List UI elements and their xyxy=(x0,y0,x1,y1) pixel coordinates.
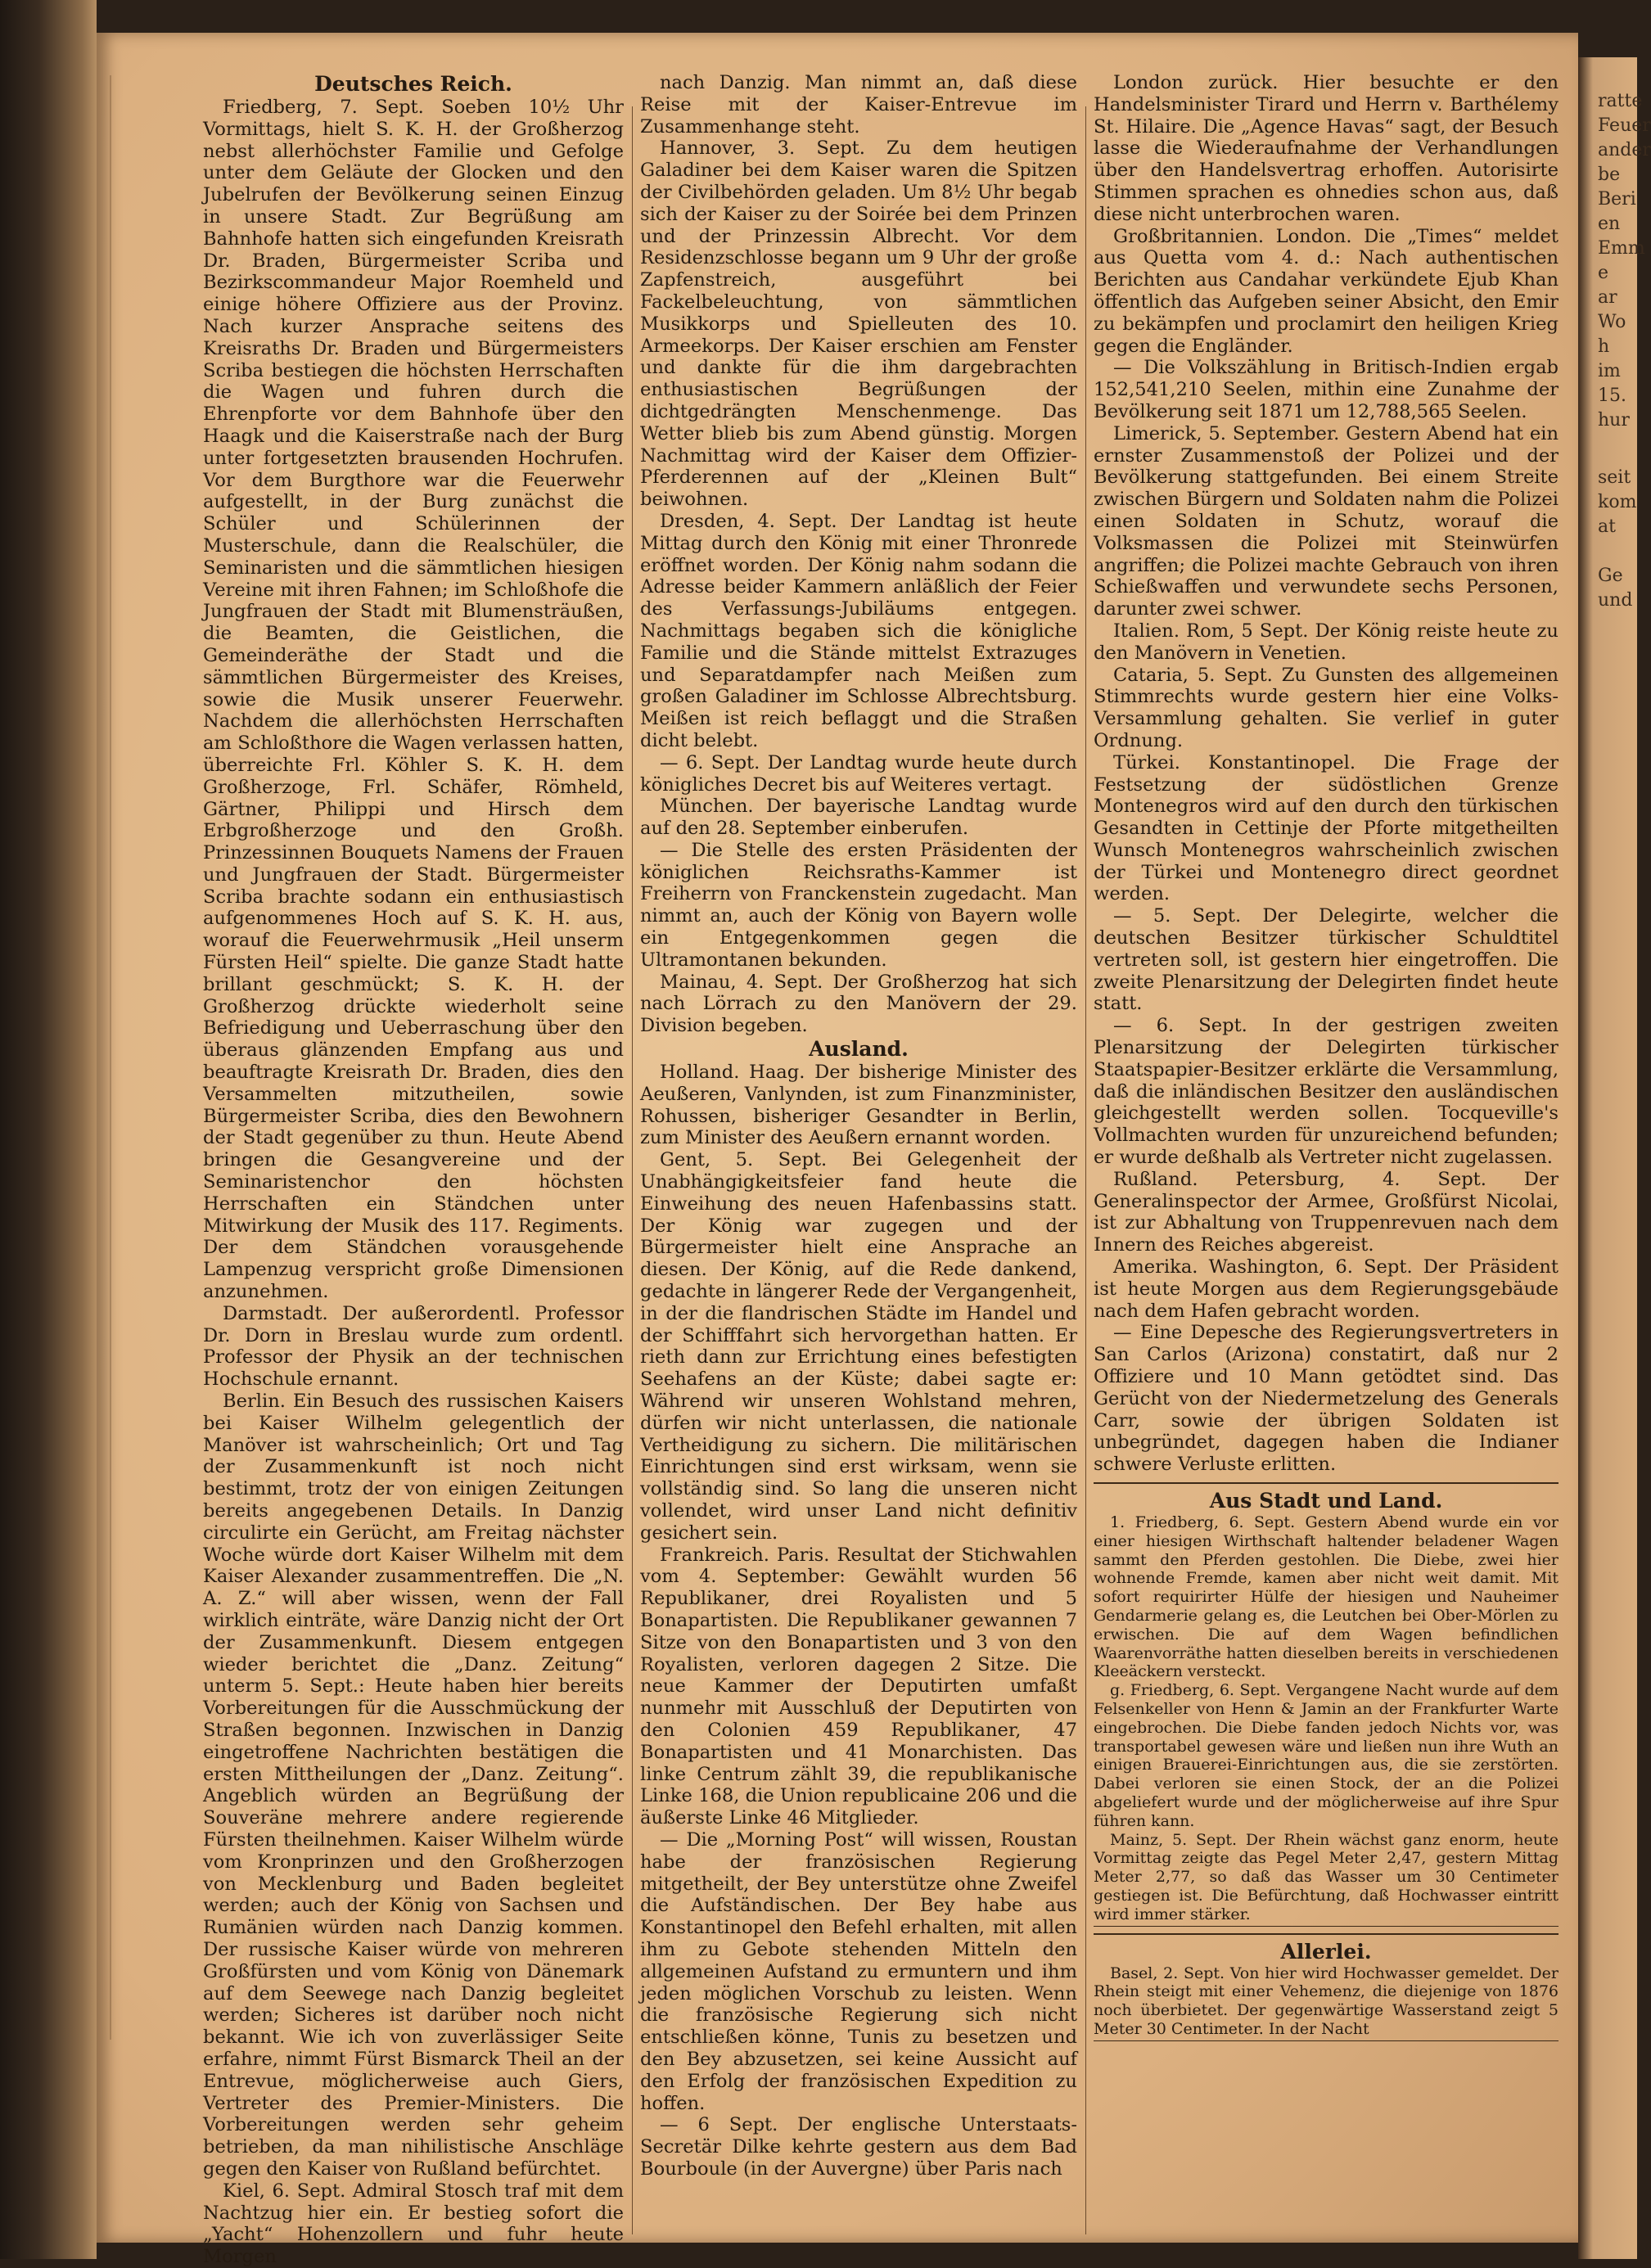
article-paragraph: Darmstadt. Der außerordentl. Professor Dr. Dorn in Breslau wurde zum ordentl. Professor der Physik an der technischen Hochschule ernannt. xyxy=(203,1302,624,1391)
next-page-fragment: hur xyxy=(1598,410,1630,431)
column-3 xyxy=(1094,72,1559,2041)
section-heading-ausland: Ausland. xyxy=(809,1037,909,1062)
column-rule xyxy=(632,106,633,2234)
article-paragraph: Mainau, 4. Sept. Der Großherzog hat sich nach Lörrach zu den Manövern der 29. Division begeben. xyxy=(640,971,1077,1037)
next-page-fragment: Wo xyxy=(1598,312,1626,332)
article-paragraph: Cataria, 5. Sept. Zu Gunsten des allgemeinen Stimmrechts wurde gestern hier eine Volks-Versammlung gehalten. Sie verlief in guter Ordnung. xyxy=(1094,664,1559,751)
local-news-section xyxy=(1094,1482,1559,1927)
section-heading-allerlei: Allerlei. xyxy=(1280,1939,1372,1964)
section-heading-deutsches-reich: Deutsches Reich. xyxy=(314,72,512,96)
column-1 xyxy=(203,72,624,2268)
article-paragraph: Limerick, 5. September. Gestern Abend hat ein ernster Zusammenstoß der Polizei und der Bevölkerung stattgefunden. Bei einem Streite zwischen Bürgern und Soldaten nahm die Polizei einen Soldaten in Schutz, worauf die Volksmassen die Polizei mit Steinwürfen angriffen; die Polizei machte Gebrauch von ihren Schießwaffen und verwundete sechs Personen, darunter zwei schwer. xyxy=(1094,422,1559,620)
article-paragraph: Holland. Haag. Der bisherige Minister des Aeußeren, Vanlynden, ist zum Finanzminister, Rohussen, bisheriger Gesandter in Berlin, zum Minister des Aeußern ernannt worden. xyxy=(640,1062,1077,1149)
next-page-edge xyxy=(1578,57,1651,2259)
article-paragraph: — 6. Sept. Der Landtag wurde heute durch königliches Decret bis auf Weiteres vertagt. xyxy=(640,751,1077,796)
next-page-fragment: 15. xyxy=(1598,386,1626,406)
next-page-fragment: en xyxy=(1598,214,1621,234)
next-page-fragment: ratte xyxy=(1598,91,1643,111)
next-page-fragment: Ge xyxy=(1598,566,1623,586)
article-paragraph: Italien. Rom, 5 Sept. Der König reiste heute zu den Manövern in Venetien. xyxy=(1094,620,1559,664)
article-paragraph: München. Der bayerische Landtag wurde auf den 28. September einberufen. xyxy=(640,796,1077,840)
next-page-fragment: e xyxy=(1598,263,1609,283)
article-paragraph: — 6. Sept. In der gestrigen zweiten Plenarsitzung der Delegirten türkischer Staatspapier-Besitzer erklärte die Versammlung, daß die inländischen Besitzer den ausländischen gleichgestellt werden sollen. Tocqueville's Vollmachten wurden für unzureichend befunden; er wurde deßhalb als Vertreter nicht zugelassen. xyxy=(1094,1015,1559,1169)
article-paragraph: Berlin. Ein Besuch des russischen Kaisers bei Kaiser Wilhelm gelegentlich der Manöver ist wahrscheinlich; Ort und Tag der Zusammenkunft ist noch nicht bestimmt, trotz der von einigen Zeitungen bereits angegebenen Details. In Danzig circulirte ein Gerücht, am Freitag nächster Woche würde dort Kaiser Wilhelm mit dem Kaiser Alexander zusammentreffen. Die „N. A. Z.“ will aber wissen, wenn der Fall wirklich einträte, wäre Danzig nicht der Ort der Zusammenkunft. Diesem entgegen wieder berichtet die „Danz. Zeitung“ unterm 5. Sept.: Heute haben hier bereits Vorbereitungen für die Ausschmückung der Straßen begonnen. Inzwischen in Danzig eingetroffene Nachrichten bestätigen die ersten Mittheilungen der „Danz. Zeitung“. Angeblich würden an Begrüßung der Souveräne mehrere andere regierende Fürsten theilnehmen. Kaiser Wilhelm würde vom Kronprinzen und den Großherzogen von Mecklenburg und Baden begleitet werden; auch der König von Sachsen und Rumänien würden nach Danzig kommen. Der russische Kaiser würde von mehreren Großfürsten und vom König von Dänemark auf dem Seewege nach Danzig begleitet werden; Sicheres ist darüber noch nicht bekannt. Wie ich von zuverlässiger Seite erfahre, nimmt Fürst Bismarck Theil an der Entrevue, möglicherweise auch Giers, Vertreter des Premier-Ministers. Die Vorbereitungen werden sehr geheim betrieben, da man nihilistische Anschläge gegen den Kaiser von Rußland befürchtet. xyxy=(203,1391,624,2180)
article-paragraph: Friedberg, 7. Sept. Soeben 10½ Uhr Vormittags, hielt S. K. H. der Großherzog nebst allerhöchster Familie und Gefolge unter dem Geläute der Glocken und den Jubelrufen der Bevölkerung seinen Einzug in unsere Stadt. Zur Begrüßung am Bahnhofe hatten sich eingefunden Kreisrath Dr. Braden, Bürgermeister Scriba und Bezirkscommandeur Major Roemheld und einige höhere Offiziere aus der Provinz. Nach kurzer Ansprache seitens des Kreisraths Dr. Braden und Bürgermeisters Scriba bestiegen die höchsten Herrschaften die Wagen und fuhren durch die Ehrenpforte vor dem Bahnhofe über den Haagk und die Kaiserstraße nach der Burg unter fortgesetzten brausenden Hochrufen. Vor dem Burgthore war die Feuerwehr aufgestellt, in der Burg zunächst die Schüler und Schülerinnen der Musterschule, dann die Realschüler, die Seminaristen und die sämmtlichen hiesigen Vereine mit ihren Fahnen; im Schloßhofe die Jungfrauen der Stadt mit Blumensträußen, die Beamten, die Geistlichen, die Gemeinderäthe der Stadt und die sämmtlichen Bürgermeister des Kreises, sowie die Musik unserer Feuerwehr. Nachdem die allerhöchsten Herrschaften am Schloßthore die Wagen verlassen hatten, überreichte Frl. Köhler S. K. H. dem Großherzoge, Frl. Schäfer, Römheld, Gärtner, Philippi und Hirsch dem Erbgroßherzoge und den Großh. Prinzessinnen Bouquets Namens der Frauen und Jungfrauen der Stadt. Bürgermeister Scriba brachte sodann ein enthusiastisch aufgenommenes Hoch auf S. K. H. aus, worauf die Feuerwehrmusik „Heil unserm Fürsten Heil“ spielte. Die ganze Stadt hatte brillant geschmückt; S. K. H. der Großherzog drückte wiederholt seine Befriedigung und Ueberraschung über den überaus glänzenden Empfang aus und beauftragte Kreisrath Dr. Braden, dies den Versammelten mitzutheilen, sowie Bürgermeister Scriba, dies den Bewohnern der Stadt gegenüber zu thun. Heute Abend bringen die Gesangvereine und der Seminaristenchor den höchsten Herrschaften ein Ständchen unter Mitwirkung der Musik des 117. Regiments. Der dem Ständchen vorausgehende Lampenzug verspricht große Dimensionen anzunehmen. xyxy=(203,97,624,1303)
misc-paragraph: Basel, 2. Sept. Von hier wird Hochwasser gemeldet. Der Rhein steigt mit einer Vehemenz, die diejenige von 1876 noch überbietet. Der gegenwärtige Wasserstand zeigt 5 Meter 30 Centimeter. In der Nacht xyxy=(1094,1964,1559,2038)
local-news-paragraph: g. Friedberg, 6. Sept. Vergangene Nacht wurde auf dem Felsenkeller von Henn & Jamin an der Frankfurter Warte eingebrochen. Die Diebe fanden jedoch Nichts vor, was transportabel gewesen wäre und ließen nun ihre Wuth an einigen Brauerei-Einrichtungen aus, die sie zerstörten. Dabei verloren sie einen Stock, der an die Polizei abgeliefert wurde und der möglicherweise auf ihre Spur führen kann. xyxy=(1094,1681,1559,1830)
article-paragraph: — 6 Sept. Der englische Unterstaats-Secretär Dilke kehrte gestern aus dem Bad Bourboule (in der Auvergne) über Paris nach xyxy=(640,2114,1077,2180)
article-paragraph: Hannover, 3. Sept. Zu dem heutigen Galadiner bei dem Kaiser waren die Spitzen der Civilbehörden geladen. Um 8½ Uhr begab sich der Kaiser zu der Soirée bei dem Prinzen und der Prinzessin Albrecht. Vor dem Residenzschlosse begann um 9 Uhr der große Zapfenstreich, ausgeführt bei Fackelbeleuchtung, von sämmtlichen Musikkorps und Spielleuten des 10. Armeekorps. Der Kaiser erschien am Fenster und dankte für die ihm dargebrachten enthusiastischen Begrüßungen der dichtgedrängten Menschenmenge. Das Wetter blieb bis zum Abend günstig. Morgen Nachmittag wird der Kaiser dem Offizier-Pferderennen auf der „Kleinen Bult“ beiwohnen. xyxy=(640,138,1077,511)
article-paragraph: Frankreich. Paris. Resultat der Stichwahlen vom 4. September: Gewählt wurden 56 Republikaner, drei Royalisten und 5 Bonapartisten. Die Republikaner gewannen 7 Sitze von den Bonapartisten und 3 von den Royalisten, verloren dagegen 2 Sitze. Die neue Kammer der Deputirten umfaßt nunmehr mit Ausschluß der Deputirten von den Colonien 459 Republikaner, 47 Bonapartisten und 41 Monarchisten. Das linke Centrum zählt 39, die republikanische Linke 168, die Union republicaine 206 und die äußerste Linke 46 Mitglieder. xyxy=(640,1544,1077,1829)
next-page-fragment: h xyxy=(1598,336,1610,357)
next-page-fragment: be xyxy=(1598,165,1621,185)
local-news-paragraph: Mainz, 5. Sept. Der Rhein wächst ganz enorm, heute Vormittag zeigte das Pegel Meter 2,47, gestern Mittag Meter 2,77, so daß das Wasser um 30 Centimeter gestiegen ist. Die Befürchtung, daß Hochwasser eintritt wird immer stärker. xyxy=(1094,1830,1559,1923)
next-page-fragment: seit xyxy=(1598,467,1631,488)
article-paragraph: Amerika. Washington, 6. Sept. Der Präsident ist heute Morgen aus dem Regierungsgebäude nach dem Hafen gebracht worden. xyxy=(1094,1256,1559,1322)
misc-section xyxy=(1094,1933,1559,2041)
article-paragraph: — Die „Morning Post“ will wissen, Roustan habe der französischen Regierung mitgetheilt, der Bey unterstütze ohne Zweifel die Aufständischen. Der Bey habe aus Konstantinopel den Befehl erhalten, mit allen ihm zu Gebote stehenden Mitteln den allgemeinen Aufstand zu ermuntern und ihm jeden möglichen Vorschub zu leisten. Wenn die französische Regierung sich nicht entschließen könne, Tunis zu besetzen und den Bey abzusetzen, sei keine Aussicht auf den Erfolg der französischen Expedition zu hoffen. xyxy=(640,1828,1077,2114)
next-page-fragment: Beri xyxy=(1598,189,1636,210)
article-paragraph: — Eine Depesche des Regierungsvertreters in San Carlos (Arizona) constatirt, daß nur 2 Offiziere und 10 Mann getödtet sind. Das Gerücht von der Niedermetzelung des Generals Carr, sowie der übrigen Soldaten ist unbegründet, dagegen haben die Indianer schwere Verluste erlitten. xyxy=(1094,1322,1559,1476)
next-page-fragment: ar xyxy=(1598,287,1617,308)
article-paragraph: Gent, 5. Sept. Bei Gelegenheit der Unabhängigkeitsfeier fand heute die Einweihung des neuen Hafenbassins statt. Der König war zugegen und der Bürgermeister hielt eine Ansprache an diesen. Der König, auf die Rede dankend, gedachte in längerer Rede der Vergangenheit, in der die flandrischen Städte im Handel und der Schifffahrt sich hervorgethan hatten. Er rieth dann zur Errichtung eines befestigten Seehafens an der Küste; dabei sagte er: Während wir unseren Wohlstand mehren, dürfen wir nicht unterlassen, die nationale Vertheidigung zu sichern. Die militärischen Einrichtungen sind erst wirksam, wenn sie vollständig sind. So lang die unseren nicht vollendet, wird unser Land nicht definitiv gesichert sein. xyxy=(640,1149,1077,1544)
article-paragraph: — 5. Sept. Der Delegirte, welcher die deutschen Besitzer türkischer Schuldtitel vertreten soll, ist gestern hier eingetroffen. Die zweite Plenarsitzung der Delegirten findet heute statt. xyxy=(1094,905,1559,1015)
next-page-fragment: Feuer xyxy=(1598,115,1651,136)
column-rule xyxy=(1085,106,1086,2234)
article-paragraph: Rußland. Petersburg, 4. Sept. Der Generalinspector der Armee, Großfürst Nicolai, ist zur Abhaltung von Truppenrevuen nach dem Innern des Reiches abgereist. xyxy=(1094,1168,1559,1256)
article-paragraph: London zurück. Hier besuchte er den Handelsminister Tirard und Herrn v. Barthélemy St. Hilaire. Die „Agence Havas“ sagt, der Besuch lasse die Wiederaufnahme der Verhandlungen über den Handelsvertrag erhoffen. Autorisirte Stimmen sprachen es ohnedies schon aus, daß diese nicht unterbrochen waren. xyxy=(1094,72,1559,225)
article-paragraph: Großbritannien. London. Die „Times“ meldet aus Quetta vom 4. d.: Nach authentischen Berichten aus Candahar verkündete Ejub Khan öffentlich das Aufgeben seiner Absicht, den Emir zu bekämpfen und proclamirt den heiligen Krieg gegen die Engländer. xyxy=(1094,225,1559,357)
article-paragraph: — Die Volkszählung in Britisch-Indien ergab 152,541,210 Seelen, mithin eine Zunahme der Bevölkerung seit 1871 um 12,788,565 Seelen. xyxy=(1094,357,1559,422)
article-paragraph: Dresden, 4. Sept. Der Landtag ist heute Mittag durch den König mit einer Thronrede eröffnet worden. Der König nahm sodann die Adresse beider Kammern anläßlich der Feier des Verfassungs-Jubiläums entgegen. Nachmittags begaben sich die königliche Familie und die Stände mittelst Extrazuges und Separatdampfer nach Meißen zum großen Galadiner im Schlosse Albrechtsburg. Meißen ist reich beflaggt und die Straßen dicht belebt. xyxy=(640,510,1077,751)
next-page-fragment: ander xyxy=(1598,140,1651,160)
article-paragraph: Kiel, 6. Sept. Admiral Stosch traf mit dem Nachtzug hier ein. Er bestieg sofort die „Yacht“ Hohenzollern und fuhr heute Morgen xyxy=(203,2180,624,2268)
local-news-paragraph: 1. Friedberg, 6. Sept. Gestern Abend wurde ein vor einer hiesigen Wirthschaft haltender beladener Wagen sammt den Pferden gestohlen. Die Diebe, zwei hier wohnende Fremde, kamen aber nicht weit damit. Mit sofort requirirter Hülfe der hiesigen und Nauheimer Gendarmerie gelang es, die Leutchen bei Ober-Mörlen zu erwischen. Die auf dem Wagen befindlichen Waarenvorräthe hatten dieselben bereits in verschiedenen Kleeäckern versteckt. xyxy=(1094,1513,1559,1681)
article-paragraph: nach Danzig. Man nimmt an, daß diese Reise mit der Kaiser-Entrevue im Zusammenhange steht. xyxy=(640,72,1077,138)
article-paragraph: Türkei. Konstantinopel. Die Frage der Festsetzung der südöstlichen Grenze Montenegros wird auf den durch den türkischen Gesandten in Cettinje der Pforte mitgetheilten Wunsch Montenegros wahrscheinlich zwischen der Türkei und Montenegro direct geordnet werden. xyxy=(1094,751,1559,905)
page-edge-shadow xyxy=(98,75,111,2040)
section-heading-aus-stadt-und-land: Aus Stadt und Land. xyxy=(1209,1489,1443,1513)
next-page-fragment: kom xyxy=(1598,492,1637,512)
next-page-fragment: at xyxy=(1598,516,1616,537)
next-page-fragment: und xyxy=(1598,590,1633,611)
article-paragraph: — Die Stelle des ersten Präsidenten der königlichen Reichsraths-Kammer ist Freiherrn von Franckenstein zugedacht. Man nimmt an, auch der König von Bayern wolle ein Entgegenkommen gegen die Ultramontanen bekunden. xyxy=(640,839,1077,971)
book-binding xyxy=(0,0,97,2259)
next-page-fragment: Emm xyxy=(1598,238,1645,259)
next-page-fragment: im xyxy=(1598,361,1621,381)
column-2 xyxy=(640,72,1077,2180)
